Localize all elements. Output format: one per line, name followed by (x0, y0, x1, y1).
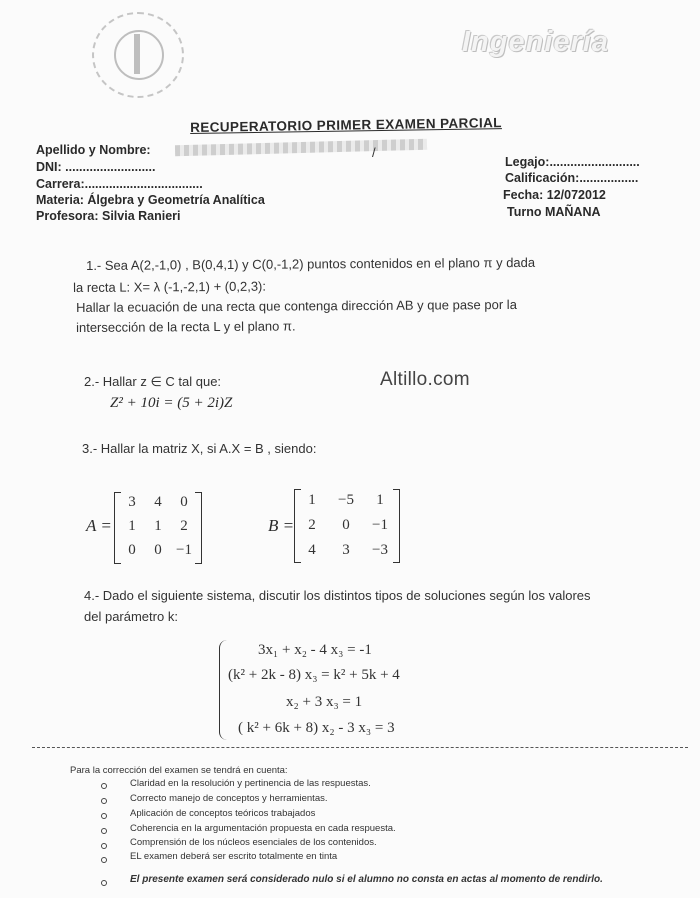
matrix-b-cell: 4 (308, 542, 316, 558)
redacted-name (175, 139, 427, 157)
matrix-b-cell: −1 (372, 517, 388, 533)
university-seal-logo (92, 12, 184, 98)
matrix-a-cell: 1 (128, 518, 136, 534)
brand-wordmark: Ingeniería (462, 26, 609, 58)
bullet-icon (101, 813, 107, 819)
matrix-a-cell: 2 (180, 518, 188, 534)
matrix-a (114, 492, 202, 564)
matrix-a-label: A = (86, 516, 112, 535)
matrix-b-cell: 2 (308, 517, 316, 533)
matrix-a-cell: 3 (128, 494, 136, 510)
footer-intro: Para la corrección del examen se tendrá en cuenta: (70, 765, 288, 776)
pen-mark: / (372, 145, 376, 160)
footer-divider (32, 747, 688, 748)
system-equation-4: ( k² + 6k + 8) x₂ - 3 x₃ = 3 (238, 720, 395, 736)
q2-line-1: 2.- Hallar z ∈ C tal que: (84, 374, 222, 389)
field-profesora: Profesora: Silvia Ranieri (36, 209, 181, 223)
matrix-a-cell: −1 (176, 542, 192, 558)
matrix-a-cell: 1 (154, 518, 162, 534)
matrix-b (294, 489, 400, 563)
system-equation-1: 3x₁ + x₂ - 4 x₃ = -1 (258, 642, 372, 658)
bullet-icon (101, 880, 107, 886)
criteria-item: Aplicación de conceptos teóricos trabajados (130, 808, 316, 819)
system-equation-2: (k² + 2k - 8) x₃ = k² + 5k + 4 (228, 667, 400, 683)
criteria-item: Claridad en la resolución y pertinencia de las respuestas. (130, 778, 371, 789)
bullet-icon (101, 857, 107, 863)
matrix-a-cell: 0 (128, 542, 136, 558)
footer-null-notice: El presente examen será considerado nulo si el alumno no consta en actas al momento de rendirlo. (130, 874, 603, 885)
field-calificacion: Calificación:................. (505, 171, 639, 185)
watermark-text: Altillo.com (380, 369, 470, 390)
q1-line-4: intersección de la recta L y el plano π. (76, 318, 296, 335)
criteria-item: Comprensión de los núcleos esenciales de los contenidos. (130, 837, 377, 848)
matrix-a-cell: 0 (154, 542, 162, 558)
matrix-b-cell: −3 (372, 542, 388, 558)
q4-line-1: 4.- Dado el siguiente sistema, discutir los distintos tipos de soluciones según los valores (84, 588, 591, 603)
criteria-item: Correcto manejo de conceptos y herramientas. (130, 793, 328, 804)
field-materia: Materia: Álgebra y Geometría Analítica (36, 193, 265, 207)
criteria-item: Coherencia en la argumentación propuesta en cada respuesta. (130, 823, 396, 834)
matrix-b-cell: 1 (376, 492, 384, 508)
exam-title: RECUPERATORIO PRIMER EXAMEN PARCIAL (190, 115, 502, 135)
matrix-b-cell: 3 (342, 542, 350, 558)
bullet-icon (101, 783, 107, 789)
bullet-icon (101, 843, 107, 849)
field-turno: Turno MAÑANA (507, 205, 601, 219)
field-carrera: Carrera:.................................. (36, 177, 203, 191)
bullet-icon (101, 798, 107, 804)
bullet-icon (101, 828, 107, 834)
q4-line-2: del parámetro k: (84, 609, 178, 624)
field-fecha: Fecha: 12/072012 (503, 188, 606, 202)
q2-formula: Z² + 10i = (5 + 2i)Z (110, 395, 233, 411)
criteria-item: EL examen deberá ser escrito totalmente en tinta (130, 851, 338, 862)
matrix-b-cell: 1 (308, 492, 316, 508)
system-equation-3: x₂ + 3 x₃ = 1 (286, 694, 363, 710)
field-dni: DNI: .......................... (36, 160, 156, 174)
field-legajo: Legajo:.......................... (505, 155, 640, 169)
q3-line-1: 3.- Hallar la matriz X, si A.X = B , siendo: (82, 441, 317, 456)
matrix-a-cell: 0 (180, 494, 188, 510)
matrix-a-cell: 4 (154, 494, 162, 510)
q1-line-2: la recta L: X= λ (-1,-2,1) + (0,2,3): (73, 278, 267, 295)
matrix-b-label: B = (268, 516, 295, 535)
system-brace (219, 640, 230, 740)
field-apellido-nombre: Apellido y Nombre: (36, 143, 151, 157)
q1-line-3: Hallar la ecuación de una recta que contenga dirección AB y que pase por la (76, 296, 517, 315)
q1-line-1: 1.- Sea A(2,-1,0) , B(0,4,1) y C(0,-1,2) puntos contenidos en el plano π y dada (86, 254, 536, 273)
matrix-b-cell: −5 (338, 492, 354, 508)
matrix-b-cell: 0 (342, 517, 350, 533)
